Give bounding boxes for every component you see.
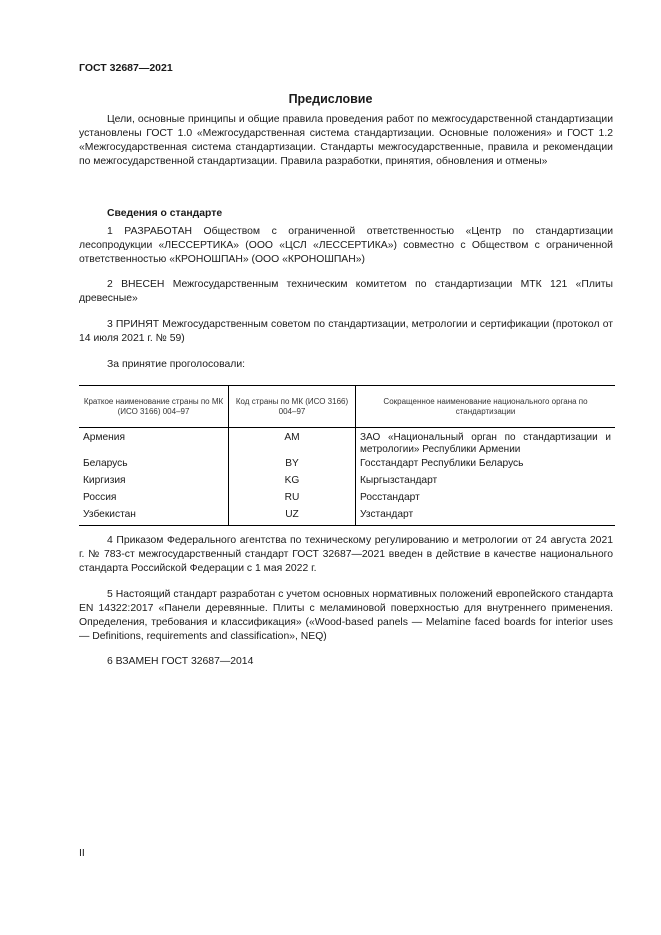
header-country: Краткое наименование страны по МК (ИСО 3166) 004–97 (79, 386, 229, 428)
item-2-text: 2 ВНЕСЕН Межгосударственным техническим комитетом по стандартизации МТК 121 «Плиты древесные» (79, 279, 613, 304)
intro-paragraph (79, 113, 613, 169)
cell-org: Росстандарт (356, 491, 616, 508)
cell-code: AM (229, 428, 356, 458)
table-row (79, 457, 615, 474)
table-header-row (79, 386, 615, 428)
document-code: ГОСТ 32687—2021 (79, 62, 173, 74)
voting-table (79, 385, 615, 526)
cell-code: RU (229, 491, 356, 508)
cell-org: Узстандарт (356, 508, 616, 526)
section-heading: Сведения о стандарте (107, 208, 223, 219)
cell-org: Госстандарт Республики Беларусь (356, 457, 616, 474)
item-6 (79, 655, 613, 669)
item-3 (79, 318, 613, 346)
voted-line (79, 358, 613, 372)
item-1-text: 1 РАЗРАБОТАН Обществом с ограниченной ответственностью «Центр по стандартизации лесопродукции «ЛЕССЕРТИКА» (ООО «ЦСЛ «ЛЕССЕРТИКА») совместно с Обществом с ограниченной ответственностью «КРОНОШПАН» (ООО «КРОНОШПАН») (79, 226, 613, 265)
header-code: Код страны по МК (ИСО 3166) 004–97 (229, 386, 356, 428)
cell-country: Узбекистан (79, 508, 229, 526)
voted-text: За принятие проголосовали: (107, 359, 246, 370)
cell-country: Россия (83, 492, 117, 503)
item-4 (79, 534, 613, 576)
cell-country: Киргизия (83, 475, 126, 486)
item-6-text: 6 ВЗАМЕН ГОСТ 32687—2014 (107, 656, 254, 667)
item-1 (79, 225, 613, 267)
cell-code: BY (229, 457, 356, 474)
item-4-text: 4 Приказом Федерального агентства по техническому регулированию и метрологии от 24 августа 2021 г. № 783-ст межгосударственный стандарт ГОСТ 32687—2021 введен в действие в качестве национального стандарта Российской Федерации с 1 мая 2022 г. (79, 535, 613, 574)
item-2 (79, 278, 613, 306)
cell-code: KG (229, 474, 356, 491)
table-row (79, 474, 615, 491)
header-org: Сокращенное наименование национального органа по стандартизации (356, 386, 616, 428)
item-5 (79, 588, 613, 644)
cell-org: Кыргызстандарт (356, 474, 616, 491)
item-3-text: 3 ПРИНЯТ Межгосударственным советом по стандартизации, метрологии и сертификации (протокол от 14 июля 2021 г. № 59) (79, 319, 613, 344)
table-row (79, 491, 615, 508)
item-5-text: 5 Настоящий стандарт разработан с учетом основных нормативных положений европейского стандарта EN 14322:2017 «Панели деревянные. Плиты с меламиновой поверхностью для внутреннего применения. Определения, требования и классификация» («Wood-based panels — Melamine faced boards for interior uses — Definitions, requirements and classification», NEQ) (79, 589, 613, 642)
page-title: Предисловие (288, 92, 373, 106)
cell-country: Армения (83, 432, 125, 443)
table-row (79, 428, 615, 458)
cell-code: UZ (229, 508, 356, 526)
page-number: II (79, 847, 85, 859)
cell-org: ЗАО «Национальный орган по стандартизации и метрологии» Республики Армении (356, 428, 616, 458)
table-row (79, 508, 615, 526)
intro-text: Цели, основные принципы и общие правила проведения работ по межгосударственной стандартизации установлены ГОСТ 1.0 «Межгосударственная система стандартизации. Основные положения» и ГОСТ 1.2 «Межгосударственная система стандартизации. Стандарты межгосударственные, правила и рекомендации по межгосударственной стандартизации. Правила разработки, принятия, обновления и отмены» (79, 114, 613, 167)
cell-country: Беларусь (83, 458, 128, 469)
